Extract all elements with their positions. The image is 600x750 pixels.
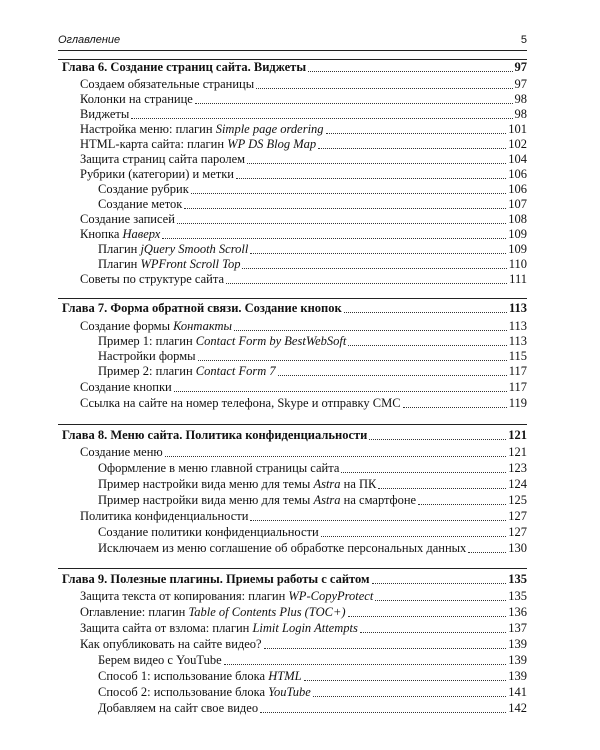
page-header xyxy=(58,34,527,51)
toc-entry[interactable]: Защита текста от копирования: плагин WP-CopyProtect 135 xyxy=(80,589,527,603)
chapter-title[interactable]: Глава 6. Создание страниц сайта. Виджеты 97 xyxy=(62,60,527,74)
toc-entry[interactable]: Пример настройки вида меню для темы Astra на ПК 124 xyxy=(98,477,527,491)
toc-entry[interactable]: Пример настройки вида меню для темы Astra на смартфоне 125 xyxy=(98,493,527,507)
toc-entry[interactable]: Создание кнопки 117 xyxy=(80,380,527,394)
toc-entry[interactable]: Берем видео с YouTube 139 xyxy=(98,653,527,667)
toc-entry[interactable]: Защита страниц сайта паролем 104 xyxy=(80,152,527,166)
toc-entry[interactable]: HTML-карта сайта: плагин WP DS Blog Map 102 xyxy=(80,137,527,151)
toc-entry[interactable]: Способ 1: использование блока HTML 139 xyxy=(98,669,527,683)
toc-entry[interactable]: Добавляем на сайт свое видео 142 xyxy=(98,701,527,715)
toc-entry[interactable]: Оформление в меню главной страницы сайта 123 xyxy=(98,461,527,475)
toc-entry[interactable]: Создаем обязательные страницы 97 xyxy=(80,77,527,91)
toc-entry[interactable]: Создание формы Контакты 113 xyxy=(80,319,527,333)
toc-entry[interactable]: Способ 2: использование блока YouTube 141 xyxy=(98,685,527,699)
toc-entry[interactable]: Защита сайта от взлома: плагин Limit Login Attempts 137 xyxy=(80,621,527,635)
toc-entry[interactable]: Плагин jQuery Smooth Scroll 109 xyxy=(98,242,527,256)
chapter-title[interactable]: Глава 8. Меню сайта. Политика конфиденциальности 121 xyxy=(62,428,527,442)
toc-entry[interactable]: Рубрики (категории) и метки 106 xyxy=(80,167,527,181)
toc-entry[interactable]: Виджеты 98 xyxy=(80,107,527,121)
toc-entry[interactable]: Создание рубрик 106 xyxy=(98,182,527,196)
toc-entry[interactable]: Создание меню 121 xyxy=(80,445,527,459)
toc-entry[interactable]: Плагин WPFront Scroll Top 110 xyxy=(98,257,527,271)
toc-entry[interactable]: Настройки формы 115 xyxy=(98,349,527,363)
toc-entry[interactable]: Пример 2: плагин Contact Form 7 117 xyxy=(98,364,527,378)
toc-entry[interactable]: Создание политики конфиденциальности 127 xyxy=(98,525,527,539)
toc-entry[interactable]: Оглавление: плагин Table of Contents Plus (TOC+) 136 xyxy=(80,605,527,619)
toc-entry[interactable]: Исключаем из меню соглашение об обработке персональных данных 130 xyxy=(98,541,527,555)
toc-entry[interactable]: Советы по структуре сайта 111 xyxy=(80,272,527,286)
running-title: Оглавление xyxy=(58,34,121,46)
page-number: 5 xyxy=(520,34,527,46)
chapter-title[interactable]: Глава 9. Полезные плагины. Приемы работы с сайтом 135 xyxy=(62,572,527,586)
chapter-title[interactable]: Глава 7. Форма обратной связи. Создание кнопок 113 xyxy=(62,301,527,315)
toc-entry[interactable]: Политика конфиденциальности 127 xyxy=(80,509,527,523)
toc-entry[interactable]: Кнопка Наверх 109 xyxy=(80,227,527,241)
toc-entry[interactable]: Колонки на странице 98 xyxy=(80,92,527,106)
toc-entry[interactable]: Ссылка на сайте на номер телефона, Skype и отправку СМС 119 xyxy=(80,396,527,410)
toc-entry[interactable]: Создание записей 108 xyxy=(80,212,527,226)
toc-entry[interactable]: Как опубликовать на сайте видео? 139 xyxy=(80,637,527,651)
toc-entry[interactable]: Создание меток 107 xyxy=(98,197,527,211)
toc-entry[interactable]: Пример 1: плагин Contact Form by BestWebSoft 113 xyxy=(98,334,527,348)
toc-entry[interactable]: Настройка меню: плагин Simple page ordering 101 xyxy=(80,122,527,136)
